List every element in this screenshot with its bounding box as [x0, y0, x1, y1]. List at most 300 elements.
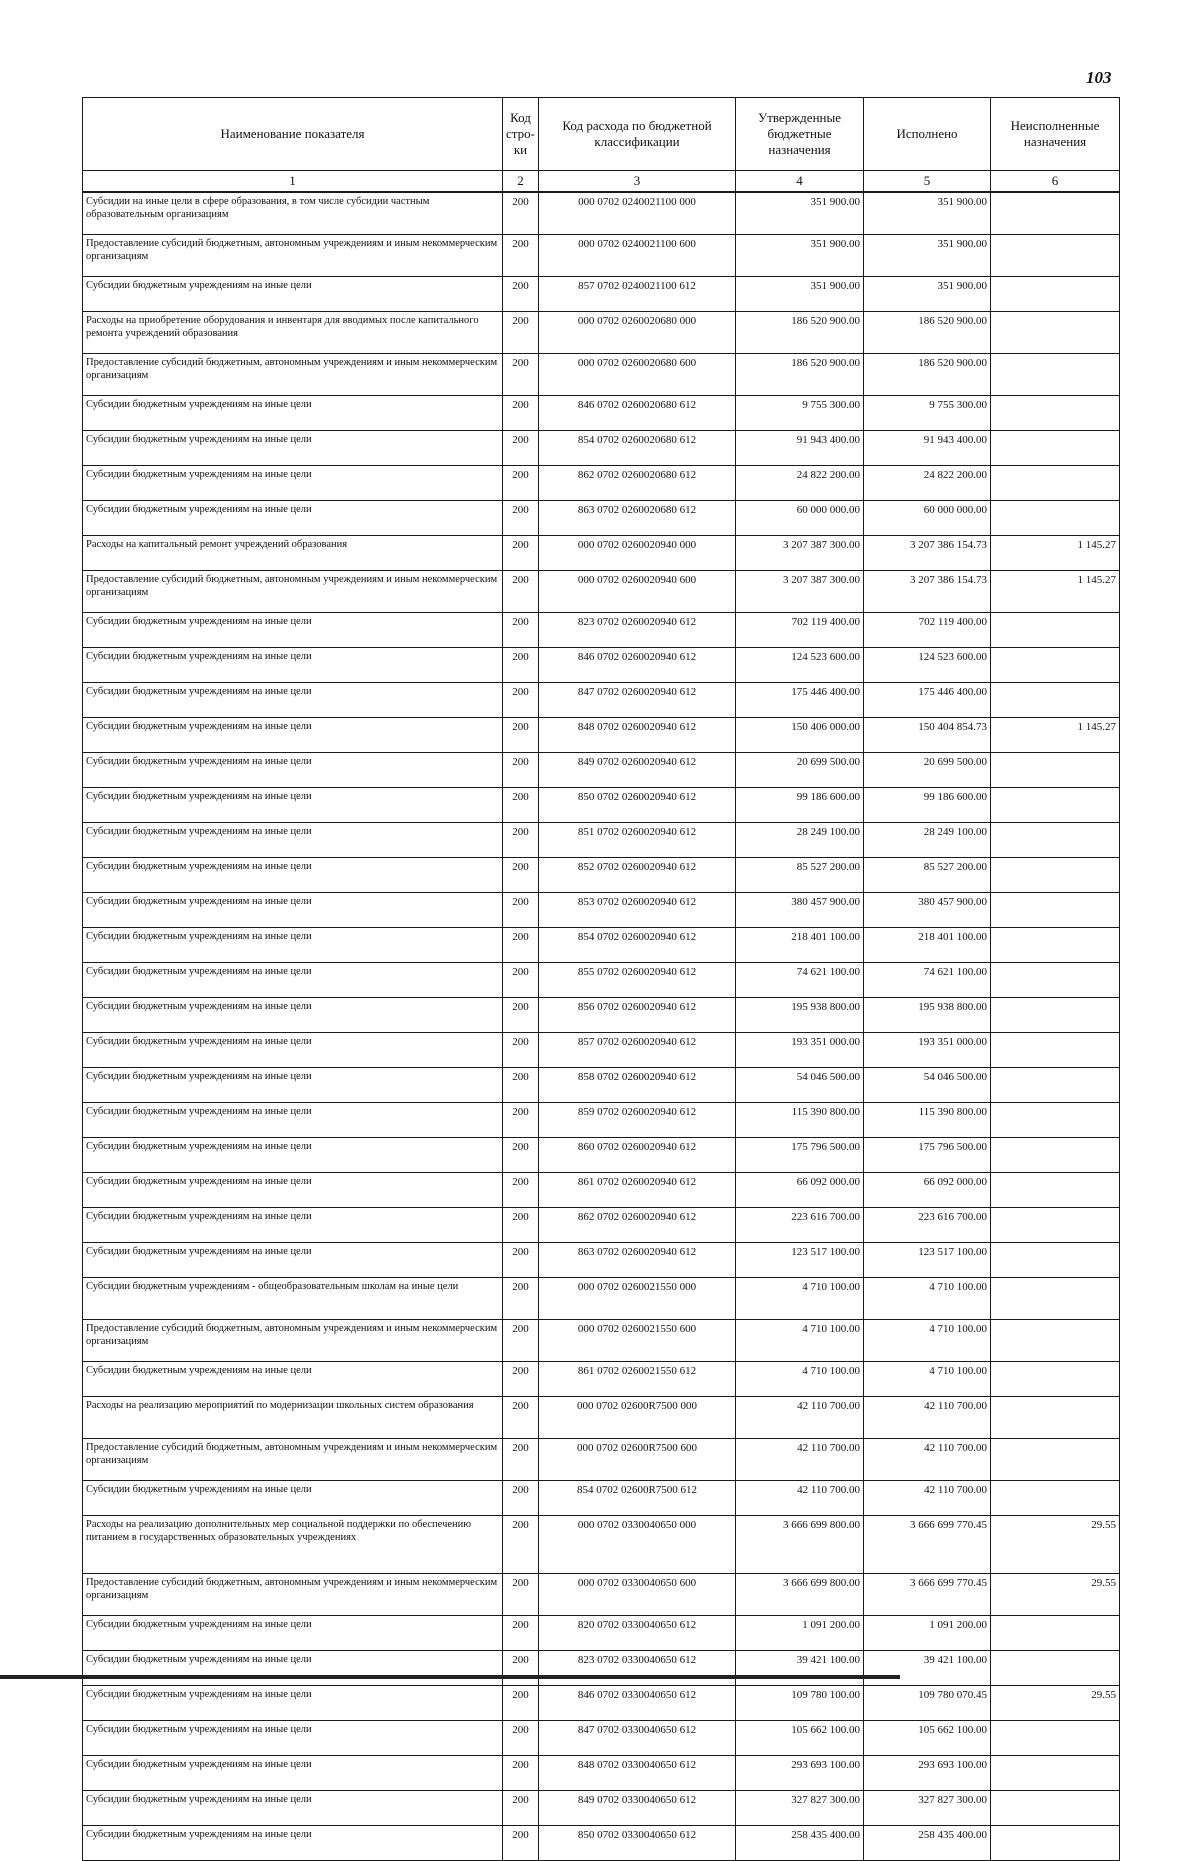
row-executed: 351 900.00 [864, 277, 991, 312]
table-row [83, 312, 1120, 354]
row-unexecuted [991, 1397, 1120, 1439]
row-name: Субсидии бюджетным учреждениям на иные цели [83, 396, 503, 431]
column-number: 5 [864, 171, 991, 193]
row-line-code: 200 [503, 1103, 539, 1138]
row-approved: 1 091 200.00 [736, 1616, 864, 1651]
row-executed: 74 621 100.00 [864, 963, 991, 998]
row-executed: 175 796 500.00 [864, 1138, 991, 1173]
row-unexecuted [991, 998, 1120, 1033]
row-name: Расходы на реализацию дополнительных мер социальной поддержки по обеспечению питанием в государственных образовательных учреждениях [83, 1516, 503, 1574]
row-name: Субсидии бюджетным учреждениям на иные цели [83, 501, 503, 536]
table-row [83, 571, 1120, 613]
row-name: Расходы на капитальный ремонт учреждений образования [83, 536, 503, 571]
row-name: Предоставление субсидий бюджетным, автономным учреждениям и иным некоммерческим организациям [83, 1439, 503, 1481]
row-name: Субсидии бюджетным учреждениям на иные цели [83, 1686, 503, 1721]
row-name: Субсидии бюджетным учреждениям на иные цели [83, 431, 503, 466]
row-classification-code: 000 0702 0240021100 000 [539, 192, 736, 235]
row-name: Субсидии бюджетным учреждениям на иные цели [83, 1756, 503, 1791]
row-approved: 702 119 400.00 [736, 613, 864, 648]
row-line-code: 200 [503, 312, 539, 354]
row-name: Субсидии бюджетным учреждениям на иные цели [83, 1033, 503, 1068]
table-body [83, 192, 1120, 1861]
row-unexecuted [991, 1362, 1120, 1397]
row-approved: 66 092 000.00 [736, 1173, 864, 1208]
table-row [83, 466, 1120, 501]
row-approved: 150 406 000.00 [736, 718, 864, 753]
table-row [83, 1756, 1120, 1791]
row-line-code: 200 [503, 1068, 539, 1103]
row-executed: 42 110 700.00 [864, 1439, 991, 1481]
row-unexecuted [991, 893, 1120, 928]
row-approved: 3 666 699 800.00 [736, 1574, 864, 1616]
row-name: Субсидии бюджетным учреждениям на иные цели [83, 753, 503, 788]
table-row [83, 277, 1120, 312]
table-row [83, 963, 1120, 998]
row-name: Субсидии бюджетным учреждениям на иные цели [83, 683, 503, 718]
row-approved: 193 351 000.00 [736, 1033, 864, 1068]
row-unexecuted [991, 1243, 1120, 1278]
row-executed: 3 666 699 770.45 [864, 1516, 991, 1574]
row-line-code: 200 [503, 536, 539, 571]
row-classification-code: 861 0702 0260021550 612 [539, 1362, 736, 1397]
row-unexecuted [991, 928, 1120, 963]
row-classification-code: 000 0702 0260020940 600 [539, 571, 736, 613]
row-executed: 9 755 300.00 [864, 396, 991, 431]
table-row [83, 1243, 1120, 1278]
row-approved: 327 827 300.00 [736, 1791, 864, 1826]
row-executed: 3 207 386 154.73 [864, 571, 991, 613]
row-executed: 351 900.00 [864, 235, 991, 277]
row-unexecuted [991, 1651, 1120, 1686]
row-executed: 3 207 386 154.73 [864, 536, 991, 571]
header-classification-code: Код расхода по бюджетной классификации [539, 98, 736, 171]
row-unexecuted [991, 648, 1120, 683]
row-executed: 193 351 000.00 [864, 1033, 991, 1068]
row-line-code: 200 [503, 1397, 539, 1439]
column-number: 3 [539, 171, 736, 193]
row-line-code: 200 [503, 192, 539, 235]
row-name: Субсидии на иные цели в сфере образования, в том числе субсидии частным образовательным организациям [83, 192, 503, 235]
row-approved: 293 693 100.00 [736, 1756, 864, 1791]
row-line-code: 200 [503, 1320, 539, 1362]
row-name: Субсидии бюджетным учреждениям на иные цели [83, 1208, 503, 1243]
row-classification-code: 851 0702 0260020940 612 [539, 823, 736, 858]
row-line-code: 200 [503, 235, 539, 277]
row-name: Субсидии бюджетным учреждениям на иные цели [83, 823, 503, 858]
row-name: Субсидии бюджетным учреждениям на иные цели [83, 1651, 503, 1686]
row-unexecuted [991, 235, 1120, 277]
row-classification-code: 854 0702 0260020680 612 [539, 431, 736, 466]
row-unexecuted [991, 192, 1120, 235]
row-unexecuted [991, 1033, 1120, 1068]
row-name: Предоставление субсидий бюджетным, автономным учреждениям и иным некоммерческим организациям [83, 235, 503, 277]
row-executed: 99 186 600.00 [864, 788, 991, 823]
row-line-code: 200 [503, 1439, 539, 1481]
row-line-code: 200 [503, 1481, 539, 1516]
row-line-code: 200 [503, 571, 539, 613]
row-line-code: 200 [503, 1721, 539, 1756]
row-line-code: 200 [503, 683, 539, 718]
table-row [83, 788, 1120, 823]
row-classification-code: 847 0702 0260020940 612 [539, 683, 736, 718]
row-approved: 218 401 100.00 [736, 928, 864, 963]
row-approved: 186 520 900.00 [736, 354, 864, 396]
row-name: Субсидии бюджетным учреждениям на иные цели [83, 1362, 503, 1397]
row-approved: 3 207 387 300.00 [736, 571, 864, 613]
row-name: Субсидии бюджетным учреждениям на иные цели [83, 1721, 503, 1756]
row-line-code: 200 [503, 823, 539, 858]
row-executed: 91 943 400.00 [864, 431, 991, 466]
row-executed: 4 710 100.00 [864, 1320, 991, 1362]
row-name: Субсидии бюджетным учреждениям на иные цели [83, 1826, 503, 1861]
row-approved: 223 616 700.00 [736, 1208, 864, 1243]
table-row [83, 192, 1120, 235]
row-executed: 1 091 200.00 [864, 1616, 991, 1651]
table-row [83, 718, 1120, 753]
row-approved: 105 662 100.00 [736, 1721, 864, 1756]
row-unexecuted [991, 753, 1120, 788]
row-unexecuted: 1 145.27 [991, 718, 1120, 753]
row-approved: 91 943 400.00 [736, 431, 864, 466]
row-classification-code: 848 0702 0330040650 612 [539, 1756, 736, 1791]
row-executed: 380 457 900.00 [864, 893, 991, 928]
row-classification-code: 856 0702 0260020940 612 [539, 998, 736, 1033]
row-unexecuted [991, 1320, 1120, 1362]
row-unexecuted [991, 1826, 1120, 1861]
row-unexecuted [991, 1068, 1120, 1103]
row-executed: 24 822 200.00 [864, 466, 991, 501]
row-unexecuted: 1 145.27 [991, 536, 1120, 571]
row-line-code: 200 [503, 396, 539, 431]
row-classification-code: 862 0702 0260020940 612 [539, 1208, 736, 1243]
row-executed: 20 699 500.00 [864, 753, 991, 788]
row-executed: 150 404 854.73 [864, 718, 991, 753]
table-row [83, 753, 1120, 788]
row-classification-code: 000 0702 0330040650 000 [539, 1516, 736, 1574]
table-row [83, 1208, 1120, 1243]
row-approved: 42 110 700.00 [736, 1397, 864, 1439]
row-classification-code: 846 0702 0330040650 612 [539, 1686, 736, 1721]
row-executed: 105 662 100.00 [864, 1721, 991, 1756]
row-classification-code: 854 0702 0260020940 612 [539, 928, 736, 963]
row-unexecuted [991, 858, 1120, 893]
row-line-code: 200 [503, 648, 539, 683]
row-unexecuted [991, 396, 1120, 431]
row-classification-code: 848 0702 0260020940 612 [539, 718, 736, 753]
row-name: Предоставление субсидий бюджетным, автономным учреждениям и иным некоммерческим организациям [83, 1574, 503, 1616]
row-line-code: 200 [503, 466, 539, 501]
table-row [83, 1651, 1120, 1686]
row-name: Субсидии бюджетным учреждениям на иные цели [83, 1616, 503, 1651]
row-unexecuted [991, 1791, 1120, 1826]
row-name: Субсидии бюджетным учреждениям на иные цели [83, 1103, 503, 1138]
table-row [83, 1826, 1120, 1861]
row-approved: 42 110 700.00 [736, 1481, 864, 1516]
row-unexecuted [991, 788, 1120, 823]
table-row [83, 998, 1120, 1033]
row-approved: 42 110 700.00 [736, 1439, 864, 1481]
row-unexecuted [991, 1138, 1120, 1173]
row-line-code: 200 [503, 1033, 539, 1068]
row-approved: 3 666 699 800.00 [736, 1516, 864, 1574]
row-line-code: 200 [503, 718, 539, 753]
row-line-code: 200 [503, 1686, 539, 1721]
row-executed: 218 401 100.00 [864, 928, 991, 963]
row-classification-code: 855 0702 0260020940 612 [539, 963, 736, 998]
row-line-code: 200 [503, 1278, 539, 1320]
row-approved: 351 900.00 [736, 235, 864, 277]
row-approved: 60 000 000.00 [736, 501, 864, 536]
row-classification-code: 846 0702 0260020940 612 [539, 648, 736, 683]
row-line-code: 200 [503, 431, 539, 466]
row-line-code: 200 [503, 613, 539, 648]
row-unexecuted [991, 1439, 1120, 1481]
row-approved: 4 710 100.00 [736, 1320, 864, 1362]
row-line-code: 200 [503, 1516, 539, 1574]
table-row [83, 858, 1120, 893]
row-name: Субсидии бюджетным учреждениям на иные цели [83, 277, 503, 312]
row-classification-code: 820 0702 0330040650 612 [539, 1616, 736, 1651]
row-classification-code: 850 0702 0260020940 612 [539, 788, 736, 823]
table-row [83, 928, 1120, 963]
table-row [83, 431, 1120, 466]
row-classification-code: 853 0702 0260020940 612 [539, 893, 736, 928]
row-approved: 4 710 100.00 [736, 1278, 864, 1320]
row-name: Предоставление субсидий бюджетным, автономным учреждениям и иным некоммерческим организациям [83, 354, 503, 396]
row-executed: 223 616 700.00 [864, 1208, 991, 1243]
row-unexecuted [991, 1208, 1120, 1243]
row-classification-code: 000 0702 02600R7500 600 [539, 1439, 736, 1481]
row-executed: 186 520 900.00 [864, 312, 991, 354]
row-classification-code: 000 0702 02600R7500 000 [539, 1397, 736, 1439]
row-line-code: 200 [503, 753, 539, 788]
row-line-code: 200 [503, 963, 539, 998]
row-unexecuted [991, 466, 1120, 501]
header-line-code: Код стро-ки [503, 98, 539, 171]
row-classification-code: 863 0702 0260020940 612 [539, 1243, 736, 1278]
table-row [83, 1439, 1120, 1481]
table-row [83, 1103, 1120, 1138]
row-classification-code: 847 0702 0330040650 612 [539, 1721, 736, 1756]
row-approved: 20 699 500.00 [736, 753, 864, 788]
row-classification-code: 000 0702 0260021550 000 [539, 1278, 736, 1320]
row-line-code: 200 [503, 1756, 539, 1791]
row-classification-code: 000 0702 0330040650 600 [539, 1574, 736, 1616]
row-line-code: 200 [503, 1362, 539, 1397]
budget-execution-table [82, 97, 1120, 1861]
row-unexecuted [991, 683, 1120, 718]
row-classification-code: 846 0702 0260020680 612 [539, 396, 736, 431]
row-line-code: 200 [503, 1826, 539, 1861]
table-row [83, 1320, 1120, 1362]
row-line-code: 200 [503, 354, 539, 396]
row-classification-code: 849 0702 0330040650 612 [539, 1791, 736, 1826]
row-executed: 258 435 400.00 [864, 1826, 991, 1861]
table-row [83, 613, 1120, 648]
row-unexecuted [991, 1721, 1120, 1756]
row-classification-code: 862 0702 0260020680 612 [539, 466, 736, 501]
row-executed: 60 000 000.00 [864, 501, 991, 536]
column-number: 1 [83, 171, 503, 193]
row-executed: 4 710 100.00 [864, 1362, 991, 1397]
row-executed: 195 938 800.00 [864, 998, 991, 1033]
row-name: Субсидии бюджетным учреждениям на иные цели [83, 466, 503, 501]
header-unexecuted: Неисполненные назначения [991, 98, 1120, 171]
row-unexecuted: 29.55 [991, 1516, 1120, 1574]
row-line-code: 200 [503, 788, 539, 823]
row-executed: 85 527 200.00 [864, 858, 991, 893]
row-line-code: 200 [503, 998, 539, 1033]
row-approved: 9 755 300.00 [736, 396, 864, 431]
row-line-code: 200 [503, 1138, 539, 1173]
row-name: Субсидии бюджетным учреждениям на иные цели [83, 1481, 503, 1516]
row-executed: 351 900.00 [864, 192, 991, 235]
row-approved: 351 900.00 [736, 277, 864, 312]
row-classification-code: 852 0702 0260020940 612 [539, 858, 736, 893]
row-line-code: 200 [503, 858, 539, 893]
row-unexecuted: 1 145.27 [991, 571, 1120, 613]
row-unexecuted [991, 823, 1120, 858]
row-name: Субсидии бюджетным учреждениям на иные цели [83, 1068, 503, 1103]
row-approved: 39 421 100.00 [736, 1651, 864, 1686]
header-indicator-name: Наименование показателя [83, 98, 503, 171]
row-unexecuted [991, 1278, 1120, 1320]
row-approved: 3 207 387 300.00 [736, 536, 864, 571]
row-name: Субсидии бюджетным учреждениям на иные цели [83, 613, 503, 648]
row-name: Субсидии бюджетным учреждениям на иные цели [83, 928, 503, 963]
table-row [83, 396, 1120, 431]
row-name: Субсидии бюджетным учреждениям на иные цели [83, 648, 503, 683]
table-row [83, 1397, 1120, 1439]
row-name: Расходы на реализацию мероприятий по модернизации школьных систем образования [83, 1397, 503, 1439]
row-name: Предоставление субсидий бюджетным, автономным учреждениям и иным некоммерческим организациям [83, 1320, 503, 1362]
row-line-code: 200 [503, 1173, 539, 1208]
row-classification-code: 000 0702 0260021550 600 [539, 1320, 736, 1362]
table-row [83, 823, 1120, 858]
row-approved: 54 046 500.00 [736, 1068, 864, 1103]
row-approved: 258 435 400.00 [736, 1826, 864, 1861]
row-executed: 66 092 000.00 [864, 1173, 991, 1208]
row-line-code: 200 [503, 1791, 539, 1826]
table-row [83, 683, 1120, 718]
table-row [83, 893, 1120, 928]
row-classification-code: 854 0702 02600R7500 612 [539, 1481, 736, 1516]
table-row [83, 536, 1120, 571]
row-executed: 28 249 100.00 [864, 823, 991, 858]
row-classification-code: 000 0702 0240021100 600 [539, 235, 736, 277]
row-line-code: 200 [503, 1651, 539, 1686]
header-executed: Исполнено [864, 98, 991, 171]
table-row [83, 1033, 1120, 1068]
row-executed: 175 446 400.00 [864, 683, 991, 718]
column-number: 4 [736, 171, 864, 193]
row-classification-code: 823 0702 0260020940 612 [539, 613, 736, 648]
row-approved: 124 523 600.00 [736, 648, 864, 683]
row-approved: 175 796 500.00 [736, 1138, 864, 1173]
table-row [83, 1138, 1120, 1173]
row-classification-code: 860 0702 0260020940 612 [539, 1138, 736, 1173]
row-approved: 4 710 100.00 [736, 1362, 864, 1397]
row-classification-code: 823 0702 0330040650 612 [539, 1651, 736, 1686]
row-line-code: 200 [503, 501, 539, 536]
row-classification-code: 861 0702 0260020940 612 [539, 1173, 736, 1208]
table-row [83, 354, 1120, 396]
row-executed: 39 421 100.00 [864, 1651, 991, 1686]
column-number: 6 [991, 171, 1120, 193]
row-classification-code: 858 0702 0260020940 612 [539, 1068, 736, 1103]
row-unexecuted [991, 1481, 1120, 1516]
row-classification-code: 863 0702 0260020680 612 [539, 501, 736, 536]
table-row [83, 1173, 1120, 1208]
row-approved: 351 900.00 [736, 192, 864, 235]
row-unexecuted: 29.55 [991, 1574, 1120, 1616]
row-name: Субсидии бюджетным учреждениям на иные цели [83, 998, 503, 1033]
table-row [83, 1362, 1120, 1397]
row-name: Субсидии бюджетным учреждениям на иные цели [83, 718, 503, 753]
table-row [83, 1616, 1120, 1651]
row-name: Субсидии бюджетным учреждениям на иные цели [83, 963, 503, 998]
row-classification-code: 849 0702 0260020940 612 [539, 753, 736, 788]
row-approved: 186 520 900.00 [736, 312, 864, 354]
row-executed: 54 046 500.00 [864, 1068, 991, 1103]
row-executed: 4 710 100.00 [864, 1278, 991, 1320]
row-name: Субсидии бюджетным учреждениям на иные цели [83, 788, 503, 823]
row-executed: 115 390 800.00 [864, 1103, 991, 1138]
header-approved: Утвержденные бюджетные назначения [736, 98, 864, 171]
row-approved: 99 186 600.00 [736, 788, 864, 823]
row-classification-code: 000 0702 0260020680 600 [539, 354, 736, 396]
table-row [83, 235, 1120, 277]
row-executed: 42 110 700.00 [864, 1481, 991, 1516]
table-row [83, 501, 1120, 536]
row-approved: 74 621 100.00 [736, 963, 864, 998]
row-classification-code: 857 0702 0260020940 612 [539, 1033, 736, 1068]
row-executed: 293 693 100.00 [864, 1756, 991, 1791]
row-name: Субсидии бюджетным учреждениям на иные цели [83, 858, 503, 893]
row-line-code: 200 [503, 928, 539, 963]
table-row [83, 648, 1120, 683]
header-row [83, 98, 1120, 171]
column-number-row [83, 171, 1120, 193]
row-name: Расходы на приобретение оборудования и инвентаря для вводимых после капитального ремонта учреждений образования [83, 312, 503, 354]
row-unexecuted [991, 312, 1120, 354]
row-unexecuted [991, 613, 1120, 648]
row-line-code: 200 [503, 893, 539, 928]
row-executed: 123 517 100.00 [864, 1243, 991, 1278]
row-line-code: 200 [503, 277, 539, 312]
table-row [83, 1481, 1120, 1516]
row-executed: 327 827 300.00 [864, 1791, 991, 1826]
row-approved: 24 822 200.00 [736, 466, 864, 501]
row-executed: 3 666 699 770.45 [864, 1574, 991, 1616]
row-unexecuted [991, 354, 1120, 396]
row-name: Субсидии бюджетным учреждениям на иные цели [83, 1173, 503, 1208]
row-unexecuted [991, 431, 1120, 466]
row-executed: 702 119 400.00 [864, 613, 991, 648]
row-unexecuted [991, 1173, 1120, 1208]
row-approved: 195 938 800.00 [736, 998, 864, 1033]
row-unexecuted: 29.55 [991, 1686, 1120, 1721]
row-name: Субсидии бюджетным учреждениям на иные цели [83, 1138, 503, 1173]
page-number: 103 [1086, 68, 1112, 87]
row-name: Субсидии бюджетным учреждениям на иные цели [83, 893, 503, 928]
column-number: 2 [503, 171, 539, 193]
row-line-code: 200 [503, 1616, 539, 1651]
row-executed: 109 780 070.45 [864, 1686, 991, 1721]
row-approved: 123 517 100.00 [736, 1243, 864, 1278]
table-row [83, 1686, 1120, 1721]
row-executed: 186 520 900.00 [864, 354, 991, 396]
